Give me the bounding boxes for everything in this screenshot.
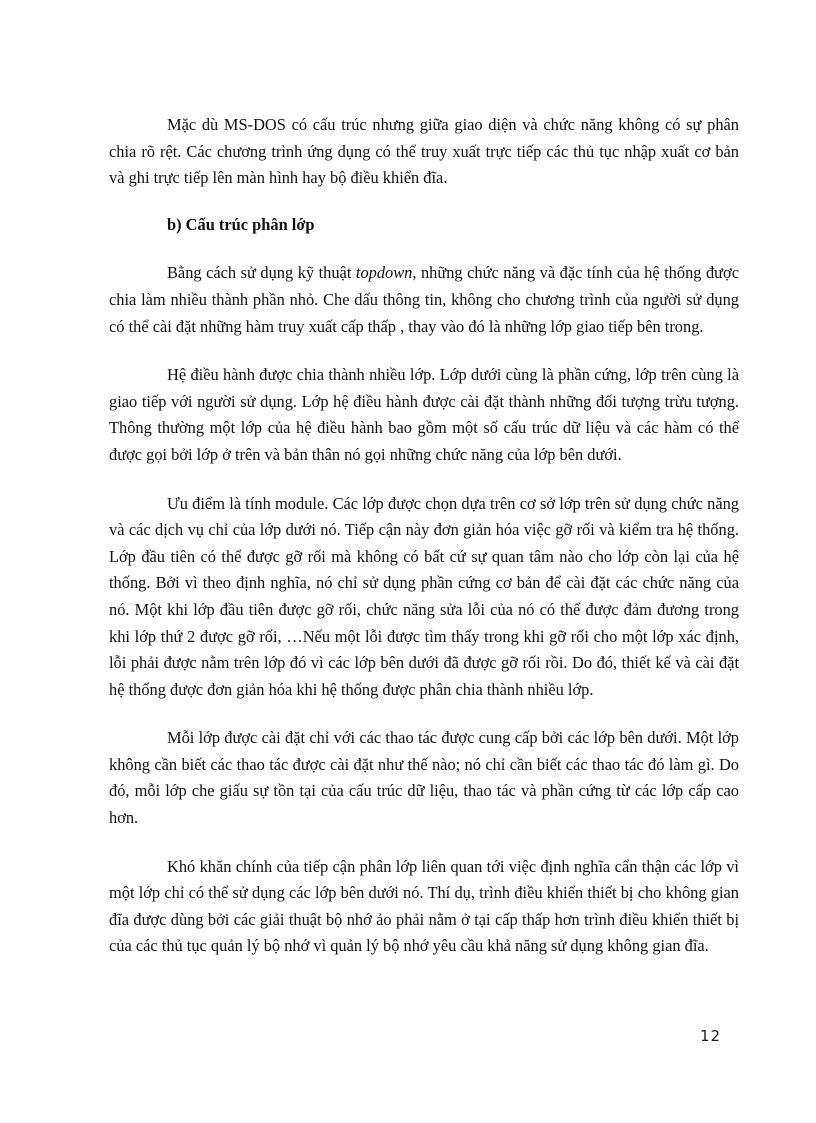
paragraph-topdown-rest: , những chức năng và đặc tính của hệ thống được chia làm nhiều thành phần nhỏ. Che dấu thông tin, không cho chương trình của người sử dụng có thể cài đặt những hàm truy xuất cấp thấp , thay vào đó là những lớp giao tiếp bên trong. [109,263,739,336]
paragraph-advantages: Ưu điểm là tính module. Các lớp được chọn dựa trên cơ sở lớp trên sử dụng chức năng và các dịch vụ chỉ của lớp dưới nó. Tiếp cận này đơn giản hóa việc gỡ rối và kiểm tra hệ thống. Lớp đầu tiên có thể được gỡ rối mà không có bất cứ sự quan tâm nào cho lớp còn lại của hệ thống. Bởi vì theo định nghĩa, nó chỉ sử dụng phần cứng cơ bản để cài đặt các chức năng của nó. Một khi lớp đầu tiên được gỡ rối, chức năng sửa lỗi của nó có thể được đảm đương trong khi lớp thứ 2 được gỡ rối, …Nếu một lỗi được tìm thấy trong khi gỡ rối cho một lớp xác định, lỗi phải được nằm trên lớp đó vì các lớp bên dưới đã được gỡ rối rồi. Do đó, thiết kế và cài đặt hệ thống được đơn giản hóa khi hệ thống được phân chia thành nhiều lớp. [109,493,739,699]
paragraph-layers: Hệ điều hành được chia thành nhiều lớp. Lớp dưới cùng là phần cứng, lớp trên cùng là giao tiếp với người sử dụng. Lớp hệ điều hành được cài đặt thành những đối tượng trừu tượng. Thông thường một lớp của hệ điều hành bao gồm một số cấu trúc dữ liệu và các hàm có thể được gọi bởi lớp ở trên và bản thân nó gọi những chức năng của lớp bên dưới. [109,365,739,464]
paragraph-msdos: Mặc dù MS-DOS có cấu trúc nhưng giữa giao diện và chức năng không có sự phân chia rõ rệt. Các chương trình ứng dụng có thể truy xuất trực tiếp các thủ tục nhập xuất cơ bản và ghi trực tiếp lên màn hình hay bộ điều khiển đĩa. [109,115,739,188]
paragraph-difficulties: Khó khăn chính của tiếp cận phân lớp liên quan tới việc định nghĩa cẩn thận các lớp vì một lớp chỉ có thể sử dụng các lớp bên dưới nó. Thí dụ, trình điều khiển thiết bị cho không gian đĩa được dùng bởi các giải thuật bộ nhớ ảo phải nằm ở tại cấp thấp hơn trình điều khiển thiết bị của các thủ tục quản lý bộ nhớ vì quản lý bộ nhớ yêu cầu khả năng sử dụng không gian đĩa. [109,856,739,956]
paragraph-topdown [109,260,739,340]
section-heading: b) Cấu trúc phân lớp [167,214,315,234]
document-page [109,112,739,960]
paragraph-operations: Mỗi lớp được cài đặt chỉ với các thao tác được cung cấp bởi các lớp bên dưới. Một lớp không cần biết các thao tác được cài đặt như thế nào; nó chỉ cần biết các thao tác đó làm gì. Do đó, mỗi lớp che giấu sự tồn tại của cấu trúc dữ liệu, thao tác và phần cứng từ các lớp cấp cao hơn. [109,728,739,828]
page-number: 12 [700,1027,722,1045]
paragraph-topdown-start: Bằng cách sử dụng kỹ thuật [167,263,356,283]
topdown-emphasis: topdown [355,263,413,283]
